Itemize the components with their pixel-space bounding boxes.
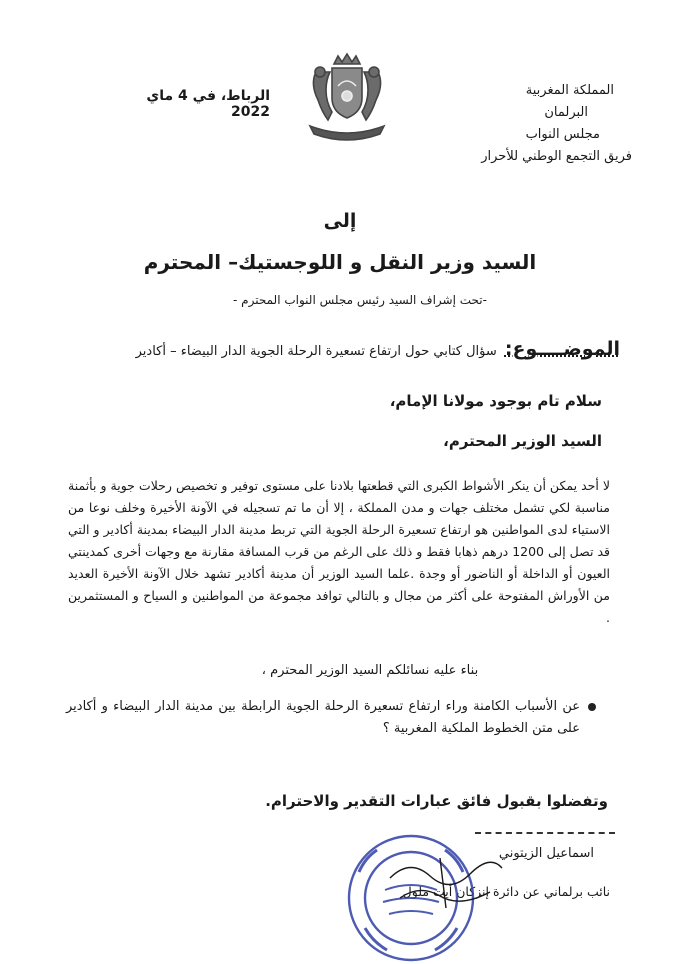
coat-of-arms-icon [292, 50, 402, 142]
org-line-house: مجلس النواب [525, 127, 600, 142]
org-line-parliament: البرلمان [544, 105, 588, 120]
question-intro: بناء عليه نسائلكم السيد الوزير المحترم ، [261, 663, 479, 678]
letter-date: الرباط، في 4 ماي 2022 [146, 88, 270, 120]
subject-line [40, 338, 620, 360]
organization-block [394, 80, 632, 168]
signer-title: نائب برلماني عن دائرة إنزكان أيت ملول [402, 884, 610, 899]
signature-divider [475, 832, 615, 834]
body-paragraph: لا أحد يمكن أن ينكر الأشواط الكبرى التي قطعتها بلادنا على مستوى توفير و تخصيص رحلات جوية و بأثمنة مناسبة لكي تشمل مختلف جهات و مدن المملكة ، إلا أن ما تم تسجيله في الآونة الأخيرة وخلف نوعا من الاستياء لدى المواطنين هو ارتفاع تسعيرة الرحلة الجوية التي تربط مدينة الدار البيضاء بمدينة أكادير و التي قد تصل إلى 1200 درهم ذهابا فقط و ذلك على الرغم من قرب المسافة مقارنة مع وجهات أخرى كمدينتي العيون أو الداخلة أو الناضور أو وجدة .علما السيد الوزير أن مدينة أكادير تشهد خلال الآونة الأخيرة العديد من الأوراش المفتوحة على أكثر من مجال و بالتالي توافد مجموعة من المواطنين و السياح و المستثمرين . [68, 478, 610, 625]
greeting-salutation: سلام تام بوجود مولانا الإمام، [389, 392, 602, 410]
handwritten-signature-icon [380, 838, 510, 928]
bullet-icon [588, 703, 596, 711]
signer-name: اسماعيل الزيتوني [498, 846, 594, 861]
subject-label: الموضــــوع: [504, 338, 620, 360]
greeting-minister: السيد الوزير المحترم، [443, 432, 602, 450]
addressee-supervision-note: -تحت إشراف السيد رئيس مجلس النواب المحترم - [233, 293, 487, 307]
subject-text: سؤال كتابي حول ارتفاع تسعيرة الرحلة الجوية الدار البيضاء – أكادير [135, 344, 497, 359]
question-text: عن الأسباب الكامنة وراء ارتفاع تسعيرة الرحلة الجوية الرابطة بين مدينة الدار البيضاء و أكادير على متن الخطوط الملكية المغربية ؟ [66, 699, 580, 736]
org-line-group: فريق التجمع الوطني للأحرار [481, 149, 632, 164]
org-line-kingdom: المملكة المغربية [525, 83, 614, 98]
addressee-name: السيد وزير النقل و اللوجستيك– المحترم [143, 250, 537, 274]
closing-formula: وتفضلوا بقبول فائق عبارات التقدير والاحترام. [265, 792, 608, 810]
to-label: إلى [323, 210, 357, 232]
